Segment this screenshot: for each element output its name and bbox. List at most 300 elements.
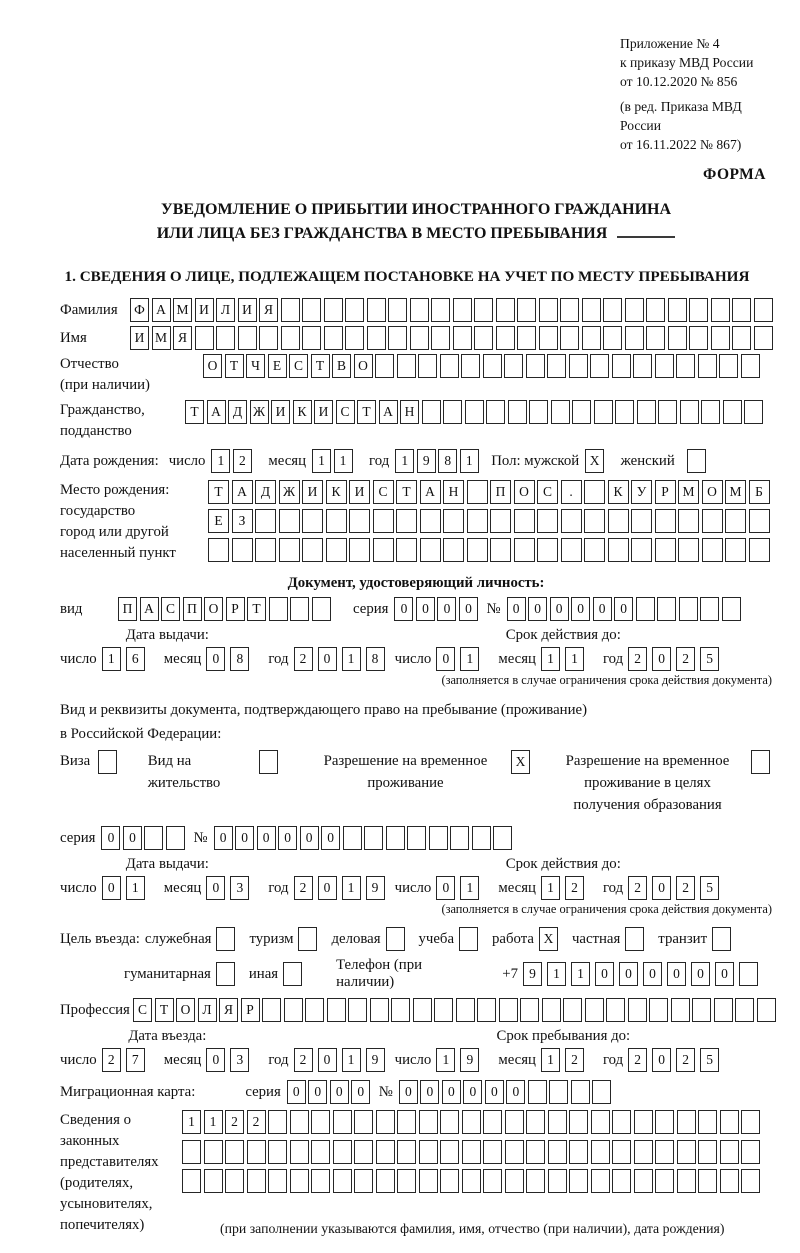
- char-cell[interactable]: Е: [268, 354, 287, 378]
- char-cell[interactable]: [305, 998, 324, 1022]
- char-cell[interactable]: [349, 538, 370, 562]
- char-cell[interactable]: [345, 326, 364, 350]
- char-cell[interactable]: [419, 1110, 438, 1134]
- char-cell[interactable]: [711, 326, 730, 350]
- char-cell[interactable]: 0: [318, 647, 337, 671]
- char-cell[interactable]: 2: [233, 449, 252, 473]
- char-cell[interactable]: [751, 750, 770, 774]
- char-cell[interactable]: 0: [442, 1080, 461, 1104]
- char-cell[interactable]: С: [336, 400, 355, 424]
- char-cell[interactable]: В: [332, 354, 351, 378]
- char-cell[interactable]: 1: [460, 449, 479, 473]
- char-cell[interactable]: О: [514, 480, 535, 504]
- char-cell[interactable]: [539, 298, 558, 322]
- char-cell[interactable]: [440, 1110, 459, 1134]
- char-cell[interactable]: 0: [287, 1080, 306, 1104]
- char-cell[interactable]: [208, 538, 229, 562]
- char-cell[interactable]: [450, 826, 469, 850]
- char-cell[interactable]: 0: [308, 1080, 327, 1104]
- char-cell[interactable]: М: [678, 480, 699, 504]
- char-cell[interactable]: [514, 509, 535, 533]
- char-cell[interactable]: [302, 326, 321, 350]
- char-cell[interactable]: 0: [416, 597, 435, 621]
- char-cell[interactable]: П: [118, 597, 137, 621]
- char-cell[interactable]: [391, 998, 410, 1022]
- char-cell[interactable]: [431, 326, 450, 350]
- char-cell[interactable]: 2: [565, 876, 584, 900]
- char-cell[interactable]: [612, 1169, 631, 1193]
- char-cell[interactable]: [723, 400, 742, 424]
- char-cell[interactable]: 0: [643, 962, 662, 986]
- char-cell[interactable]: 0: [399, 1080, 418, 1104]
- char-cell[interactable]: [302, 298, 321, 322]
- char-cell[interactable]: [677, 1140, 696, 1164]
- char-cell[interactable]: [290, 1140, 309, 1164]
- char-cell[interactable]: 0: [420, 1080, 439, 1104]
- char-cell[interactable]: 0: [593, 597, 612, 621]
- char-cell[interactable]: [628, 998, 647, 1022]
- char-cell[interactable]: [370, 998, 389, 1022]
- char-cell[interactable]: 3: [230, 876, 249, 900]
- char-cell[interactable]: [631, 509, 652, 533]
- char-cell[interactable]: [722, 597, 741, 621]
- char-cell[interactable]: Е: [208, 509, 229, 533]
- char-cell[interactable]: [625, 927, 644, 951]
- char-cell[interactable]: [711, 298, 730, 322]
- char-cell[interactable]: 0: [318, 1048, 337, 1072]
- char-cell[interactable]: [560, 298, 579, 322]
- char-cell[interactable]: [281, 298, 300, 322]
- char-cell[interactable]: 2: [294, 1048, 313, 1072]
- char-cell[interactable]: Н: [443, 480, 464, 504]
- char-cell[interactable]: [698, 1110, 717, 1134]
- char-cell[interactable]: [302, 538, 323, 562]
- char-cell[interactable]: Д: [228, 400, 247, 424]
- char-cell[interactable]: [676, 354, 695, 378]
- char-cell[interactable]: [388, 326, 407, 350]
- char-cell[interactable]: 2: [294, 647, 313, 671]
- char-cell[interactable]: И: [130, 326, 149, 350]
- char-cell[interactable]: П: [183, 597, 202, 621]
- char-cell[interactable]: 2: [247, 1110, 266, 1134]
- char-cell[interactable]: [461, 354, 480, 378]
- char-cell[interactable]: 1: [334, 449, 353, 473]
- char-cell[interactable]: [569, 1140, 588, 1164]
- char-cell[interactable]: 1: [342, 1048, 361, 1072]
- char-cell[interactable]: [754, 326, 773, 350]
- char-cell[interactable]: Т: [225, 354, 244, 378]
- char-cell[interactable]: 0: [123, 826, 142, 850]
- char-cell[interactable]: [483, 1169, 502, 1193]
- char-cell[interactable]: [499, 998, 518, 1022]
- char-cell[interactable]: [551, 400, 570, 424]
- char-cell[interactable]: [563, 998, 582, 1022]
- char-cell[interactable]: [268, 1140, 287, 1164]
- char-cell[interactable]: 2: [628, 647, 647, 671]
- char-cell[interactable]: [689, 298, 708, 322]
- char-cell[interactable]: [668, 326, 687, 350]
- char-cell[interactable]: [714, 998, 733, 1022]
- char-cell[interactable]: [343, 826, 362, 850]
- char-cell[interactable]: [483, 354, 502, 378]
- char-cell[interactable]: [504, 354, 523, 378]
- char-cell[interactable]: [625, 326, 644, 350]
- char-cell[interactable]: [560, 326, 579, 350]
- char-cell[interactable]: [505, 1169, 524, 1193]
- char-cell[interactable]: [548, 1169, 567, 1193]
- char-cell[interactable]: 0: [507, 597, 526, 621]
- char-cell[interactable]: [561, 509, 582, 533]
- char-cell[interactable]: [434, 998, 453, 1022]
- char-cell[interactable]: X: [585, 449, 604, 473]
- char-cell[interactable]: [689, 326, 708, 350]
- char-cell[interactable]: 0: [257, 826, 276, 850]
- char-cell[interactable]: [698, 354, 717, 378]
- char-cell[interactable]: [327, 998, 346, 1022]
- char-cell[interactable]: 2: [102, 1048, 121, 1072]
- char-cell[interactable]: [462, 1140, 481, 1164]
- char-cell[interactable]: [477, 998, 496, 1022]
- char-cell[interactable]: [440, 1169, 459, 1193]
- char-cell[interactable]: 1: [436, 1048, 455, 1072]
- char-cell[interactable]: 0: [436, 876, 455, 900]
- char-cell[interactable]: [582, 298, 601, 322]
- char-cell[interactable]: [376, 1140, 395, 1164]
- char-cell[interactable]: [290, 597, 309, 621]
- char-cell[interactable]: Л: [198, 998, 217, 1022]
- char-cell[interactable]: [333, 1110, 352, 1134]
- char-cell[interactable]: [678, 509, 699, 533]
- char-cell[interactable]: [585, 998, 604, 1022]
- char-cell[interactable]: [612, 1140, 631, 1164]
- char-cell[interactable]: [376, 1169, 395, 1193]
- char-cell[interactable]: X: [539, 927, 558, 951]
- char-cell[interactable]: 0: [351, 1080, 370, 1104]
- char-cell[interactable]: [569, 354, 588, 378]
- char-cell[interactable]: [467, 509, 488, 533]
- char-cell[interactable]: Ф: [130, 298, 149, 322]
- char-cell[interactable]: [561, 538, 582, 562]
- char-cell[interactable]: 8: [438, 449, 457, 473]
- char-cell[interactable]: [615, 400, 634, 424]
- char-cell[interactable]: [443, 538, 464, 562]
- char-cell[interactable]: [720, 1110, 739, 1134]
- char-cell[interactable]: 0: [550, 597, 569, 621]
- char-cell[interactable]: [700, 597, 719, 621]
- char-cell[interactable]: С: [133, 998, 152, 1022]
- char-cell[interactable]: 0: [102, 876, 121, 900]
- char-cell[interactable]: [397, 1110, 416, 1134]
- char-cell[interactable]: [526, 1110, 545, 1134]
- char-cell[interactable]: У: [631, 480, 652, 504]
- char-cell[interactable]: 0: [235, 826, 254, 850]
- char-cell[interactable]: [591, 1169, 610, 1193]
- char-cell[interactable]: [204, 1140, 223, 1164]
- char-cell[interactable]: [526, 354, 545, 378]
- char-cell[interactable]: [490, 538, 511, 562]
- char-cell[interactable]: [493, 826, 512, 850]
- char-cell[interactable]: 0: [206, 1048, 225, 1072]
- char-cell[interactable]: [549, 1080, 568, 1104]
- char-cell[interactable]: 1: [102, 647, 121, 671]
- char-cell[interactable]: [268, 1110, 287, 1134]
- char-cell[interactable]: [311, 1140, 330, 1164]
- char-cell[interactable]: [247, 1140, 266, 1164]
- char-cell[interactable]: [345, 298, 364, 322]
- char-cell[interactable]: [687, 449, 706, 473]
- char-cell[interactable]: 0: [101, 826, 120, 850]
- char-cell[interactable]: [453, 326, 472, 350]
- char-cell[interactable]: [702, 509, 723, 533]
- char-cell[interactable]: О: [176, 998, 195, 1022]
- char-cell[interactable]: [606, 998, 625, 1022]
- char-cell[interactable]: [582, 326, 601, 350]
- char-cell[interactable]: [324, 298, 343, 322]
- char-cell[interactable]: .: [561, 480, 582, 504]
- char-cell[interactable]: [367, 326, 386, 350]
- char-cell[interactable]: 5: [700, 876, 719, 900]
- char-cell[interactable]: 0: [436, 647, 455, 671]
- char-cell[interactable]: [462, 1110, 481, 1134]
- char-cell[interactable]: И: [314, 400, 333, 424]
- char-cell[interactable]: [216, 927, 235, 951]
- char-cell[interactable]: [625, 298, 644, 322]
- char-cell[interactable]: С: [161, 597, 180, 621]
- char-cell[interactable]: [517, 298, 536, 322]
- char-cell[interactable]: 1: [342, 647, 361, 671]
- char-cell[interactable]: Д: [255, 480, 276, 504]
- char-cell[interactable]: [634, 1140, 653, 1164]
- char-cell[interactable]: [677, 1169, 696, 1193]
- char-cell[interactable]: 1: [547, 962, 566, 986]
- char-cell[interactable]: [594, 400, 613, 424]
- char-cell[interactable]: 9: [366, 1048, 385, 1072]
- char-cell[interactable]: [741, 1169, 760, 1193]
- char-cell[interactable]: [259, 326, 278, 350]
- char-cell[interactable]: [474, 326, 493, 350]
- char-cell[interactable]: [636, 597, 655, 621]
- char-cell[interactable]: Ж: [250, 400, 269, 424]
- char-cell[interactable]: [290, 1169, 309, 1193]
- char-cell[interactable]: [268, 1169, 287, 1193]
- char-cell[interactable]: 2: [628, 876, 647, 900]
- char-cell[interactable]: [569, 1110, 588, 1134]
- char-cell[interactable]: К: [293, 400, 312, 424]
- char-cell[interactable]: [496, 298, 515, 322]
- char-cell[interactable]: [459, 927, 478, 951]
- char-cell[interactable]: 0: [278, 826, 297, 850]
- char-cell[interactable]: [584, 509, 605, 533]
- char-cell[interactable]: [397, 354, 416, 378]
- char-cell[interactable]: [429, 826, 448, 850]
- char-cell[interactable]: [407, 826, 426, 850]
- char-cell[interactable]: [333, 1169, 352, 1193]
- char-cell[interactable]: Р: [241, 998, 260, 1022]
- char-cell[interactable]: 1: [204, 1110, 223, 1134]
- char-cell[interactable]: 0: [652, 1048, 671, 1072]
- char-cell[interactable]: 2: [225, 1110, 244, 1134]
- char-cell[interactable]: [505, 1110, 524, 1134]
- char-cell[interactable]: А: [152, 298, 171, 322]
- char-cell[interactable]: [749, 538, 770, 562]
- char-cell[interactable]: 1: [460, 876, 479, 900]
- char-cell[interactable]: И: [302, 480, 323, 504]
- char-cell[interactable]: [698, 1140, 717, 1164]
- char-cell[interactable]: М: [725, 480, 746, 504]
- char-cell[interactable]: [646, 298, 665, 322]
- char-cell[interactable]: 5: [700, 1048, 719, 1072]
- char-cell[interactable]: 0: [571, 597, 590, 621]
- char-cell[interactable]: 8: [230, 647, 249, 671]
- char-cell[interactable]: 0: [619, 962, 638, 986]
- char-cell[interactable]: [333, 1140, 352, 1164]
- char-cell[interactable]: [472, 826, 491, 850]
- char-cell[interactable]: 9: [523, 962, 542, 986]
- char-cell[interactable]: [732, 326, 751, 350]
- char-cell[interactable]: [225, 1140, 244, 1164]
- char-cell[interactable]: [592, 1080, 611, 1104]
- char-cell[interactable]: [634, 1110, 653, 1134]
- char-cell[interactable]: [284, 998, 303, 1022]
- char-cell[interactable]: [283, 962, 302, 986]
- char-cell[interactable]: 0: [667, 962, 686, 986]
- char-cell[interactable]: [547, 354, 566, 378]
- char-cell[interactable]: [754, 298, 773, 322]
- char-cell[interactable]: [739, 962, 758, 986]
- char-cell[interactable]: 0: [691, 962, 710, 986]
- char-cell[interactable]: 0: [485, 1080, 504, 1104]
- char-cell[interactable]: [326, 509, 347, 533]
- char-cell[interactable]: [505, 1140, 524, 1164]
- char-cell[interactable]: [312, 597, 331, 621]
- char-cell[interactable]: [298, 927, 317, 951]
- char-cell[interactable]: [569, 1169, 588, 1193]
- char-cell[interactable]: [269, 597, 288, 621]
- char-cell[interactable]: И: [271, 400, 290, 424]
- char-cell[interactable]: [612, 354, 631, 378]
- char-cell[interactable]: Р: [655, 480, 676, 504]
- char-cell[interactable]: [431, 298, 450, 322]
- char-cell[interactable]: [462, 1169, 481, 1193]
- char-cell[interactable]: [373, 509, 394, 533]
- char-cell[interactable]: [572, 400, 591, 424]
- char-cell[interactable]: С: [373, 480, 394, 504]
- char-cell[interactable]: С: [537, 480, 558, 504]
- char-cell[interactable]: О: [203, 354, 222, 378]
- char-cell[interactable]: Я: [173, 326, 192, 350]
- char-cell[interactable]: [281, 326, 300, 350]
- char-cell[interactable]: [279, 538, 300, 562]
- char-cell[interactable]: [465, 400, 484, 424]
- char-cell[interactable]: [608, 509, 629, 533]
- char-cell[interactable]: [612, 1110, 631, 1134]
- char-cell[interactable]: Т: [357, 400, 376, 424]
- char-cell[interactable]: [255, 538, 276, 562]
- char-cell[interactable]: Ч: [246, 354, 265, 378]
- char-cell[interactable]: [467, 480, 488, 504]
- char-cell[interactable]: О: [702, 480, 723, 504]
- char-cell[interactable]: [720, 1140, 739, 1164]
- char-cell[interactable]: 0: [437, 597, 456, 621]
- char-cell[interactable]: [456, 998, 475, 1022]
- char-cell[interactable]: 0: [394, 597, 413, 621]
- char-cell[interactable]: [646, 326, 665, 350]
- char-cell[interactable]: [725, 509, 746, 533]
- char-cell[interactable]: Я: [219, 998, 238, 1022]
- char-cell[interactable]: 2: [294, 876, 313, 900]
- char-cell[interactable]: [396, 509, 417, 533]
- char-cell[interactable]: А: [420, 480, 441, 504]
- char-cell[interactable]: М: [152, 326, 171, 350]
- char-cell[interactable]: [144, 826, 163, 850]
- char-cell[interactable]: 1: [211, 449, 230, 473]
- char-cell[interactable]: [490, 509, 511, 533]
- char-cell[interactable]: [348, 998, 367, 1022]
- char-cell[interactable]: К: [608, 480, 629, 504]
- char-cell[interactable]: [166, 826, 185, 850]
- char-cell[interactable]: 2: [676, 876, 695, 900]
- char-cell[interactable]: [483, 1110, 502, 1134]
- char-cell[interactable]: 6: [126, 647, 145, 671]
- char-cell[interactable]: О: [354, 354, 373, 378]
- char-cell[interactable]: [98, 750, 117, 774]
- char-cell[interactable]: А: [379, 400, 398, 424]
- char-cell[interactable]: Т: [185, 400, 204, 424]
- char-cell[interactable]: 0: [321, 826, 340, 850]
- char-cell[interactable]: Н: [400, 400, 419, 424]
- char-cell[interactable]: 1: [126, 876, 145, 900]
- char-cell[interactable]: [375, 354, 394, 378]
- char-cell[interactable]: [539, 326, 558, 350]
- char-cell[interactable]: [657, 597, 676, 621]
- char-cell[interactable]: 1: [182, 1110, 201, 1134]
- char-cell[interactable]: 0: [652, 647, 671, 671]
- char-cell[interactable]: [520, 998, 539, 1022]
- char-cell[interactable]: З: [232, 509, 253, 533]
- char-cell[interactable]: М: [173, 298, 192, 322]
- char-cell[interactable]: [631, 538, 652, 562]
- char-cell[interactable]: 7: [126, 1048, 145, 1072]
- char-cell[interactable]: 0: [300, 826, 319, 850]
- char-cell[interactable]: 0: [614, 597, 633, 621]
- char-cell[interactable]: 1: [395, 449, 414, 473]
- char-cell[interactable]: [238, 326, 257, 350]
- char-cell[interactable]: А: [232, 480, 253, 504]
- char-cell[interactable]: [658, 400, 677, 424]
- char-cell[interactable]: Ж: [279, 480, 300, 504]
- char-cell[interactable]: [422, 400, 441, 424]
- char-cell[interactable]: [486, 400, 505, 424]
- char-cell[interactable]: 0: [214, 826, 233, 850]
- char-cell[interactable]: [590, 354, 609, 378]
- char-cell[interactable]: [584, 480, 605, 504]
- char-cell[interactable]: [367, 298, 386, 322]
- char-cell[interactable]: [741, 1110, 760, 1134]
- char-cell[interactable]: [255, 509, 276, 533]
- char-cell[interactable]: [741, 354, 760, 378]
- char-cell[interactable]: О: [204, 597, 223, 621]
- char-cell[interactable]: [373, 538, 394, 562]
- char-cell[interactable]: [720, 1169, 739, 1193]
- char-cell[interactable]: [517, 326, 536, 350]
- char-cell[interactable]: [741, 1140, 760, 1164]
- char-cell[interactable]: Т: [155, 998, 174, 1022]
- char-cell[interactable]: К: [326, 480, 347, 504]
- char-cell[interactable]: 8: [366, 647, 385, 671]
- char-cell[interactable]: Б: [749, 480, 770, 504]
- char-cell[interactable]: Р: [226, 597, 245, 621]
- char-cell[interactable]: 1: [571, 962, 590, 986]
